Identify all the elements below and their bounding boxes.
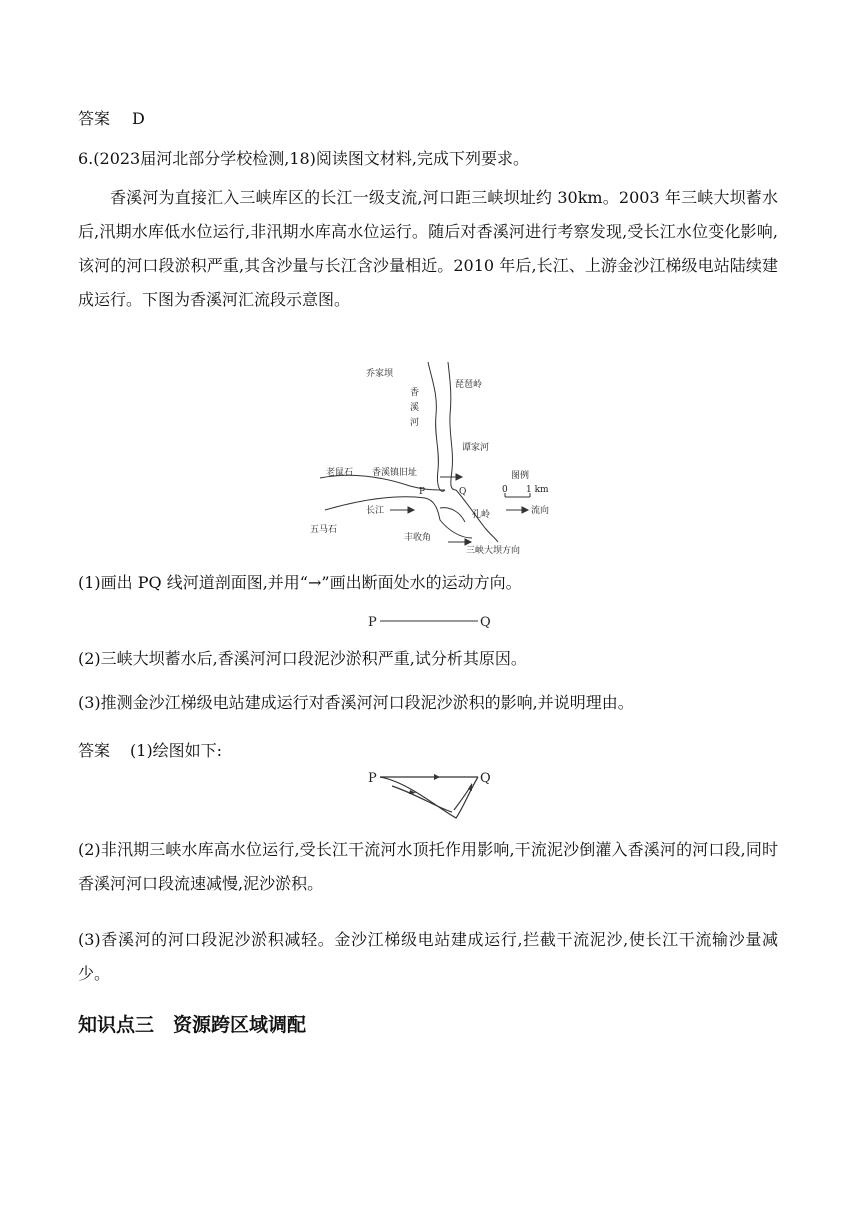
label-kongling: 孔岭 bbox=[472, 510, 491, 520]
answer-2: (2)非汛期三峡水库高水位运行,受长江干流河水顶托作用影响,干流泥沙倒灌入香溪河的河口段,同时香溪河河口段流速减慢,泥沙淤积。 bbox=[78, 840, 778, 893]
answer-profile-figure bbox=[368, 768, 498, 828]
answer-label: 答案 bbox=[78, 109, 111, 128]
answer-line-1 bbox=[78, 738, 222, 761]
previous-answer bbox=[78, 106, 145, 129]
label-q: Q bbox=[459, 487, 467, 497]
label-dam-direction: 三峡大坝方向 bbox=[466, 546, 521, 556]
question-2: (2)三峡大坝蓄水后,香溪河河口段泥沙淤积严重,试分析其原因。 bbox=[78, 649, 527, 668]
legend-flow: 流向 bbox=[531, 506, 550, 516]
legend-title: 图例 bbox=[511, 471, 530, 481]
label-laoshushi: 老鼠石 bbox=[326, 468, 354, 478]
label-pipaling: 琵琶岭 bbox=[455, 380, 483, 390]
pq-label-q: Q bbox=[480, 615, 491, 630]
answer-value: D bbox=[132, 109, 145, 128]
pq-line-blank bbox=[368, 612, 508, 632]
pq-label-p: P bbox=[368, 615, 377, 630]
label-fengshoujiao: 丰收角 bbox=[404, 533, 432, 543]
fig-label-p: P bbox=[368, 771, 377, 786]
label-p: P bbox=[419, 487, 426, 497]
label-changjiang: 长江 bbox=[366, 506, 385, 516]
label-xiangxizhen: 香溪镇旧址 bbox=[372, 468, 418, 478]
label-tanjiahe: 谭家河 bbox=[462, 443, 490, 453]
legend-scale-zero: 0 bbox=[502, 485, 508, 495]
label-wumashi: 五马石 bbox=[310, 525, 338, 535]
label-xi: 溪 bbox=[410, 403, 420, 413]
question-1: (1)画出 PQ 线河道剖面图,并用“→”画出断面处水的运动方向。 bbox=[78, 573, 522, 592]
answer-1: (1)绘图如下: bbox=[130, 741, 223, 760]
answer-3: (3)香溪河的河口段泥沙淤积减轻。金沙江梯级电站建成运行,拦截干流泥沙,使长江干流输沙量减少。 bbox=[78, 930, 778, 983]
question-header: 6.(2023届河北部分学校检测,18)阅读图文材料,完成下列要求。 bbox=[78, 149, 530, 168]
legend-scale-one: 1 km bbox=[526, 485, 549, 495]
question-3: (3)推测金沙江梯级电站建成运行对香溪河河口段泥沙淤积的影响,并说明理由。 bbox=[78, 693, 634, 712]
question-material: 香溪河为直接汇入三峡库区的长江一级支流,河口距三峡坝址约 30km。2003 年三峡大坝蓄水后,汛期水库低水位运行,非汛期水库高水位运行。随后对香溪河进行考察发现,受长江水位变化影响,该河的河口段淤积严重,其含沙量与长江含沙量相近。2010 年后,长江、上游金沙江梯级电站陆续建成运行。下图为香溪河汇流段示意图。 bbox=[78, 188, 778, 309]
section-title: 知识点三 资源跨区域调配 bbox=[78, 1014, 307, 1036]
answer-label-2: 答案 bbox=[78, 741, 111, 760]
label-xiang: 香 bbox=[410, 388, 420, 398]
xiangxi-river-map bbox=[300, 360, 600, 560]
label-he: 河 bbox=[410, 418, 420, 428]
label-qiaojiaba: 乔家坝 bbox=[366, 369, 394, 379]
fig-label-q: Q bbox=[480, 771, 491, 786]
